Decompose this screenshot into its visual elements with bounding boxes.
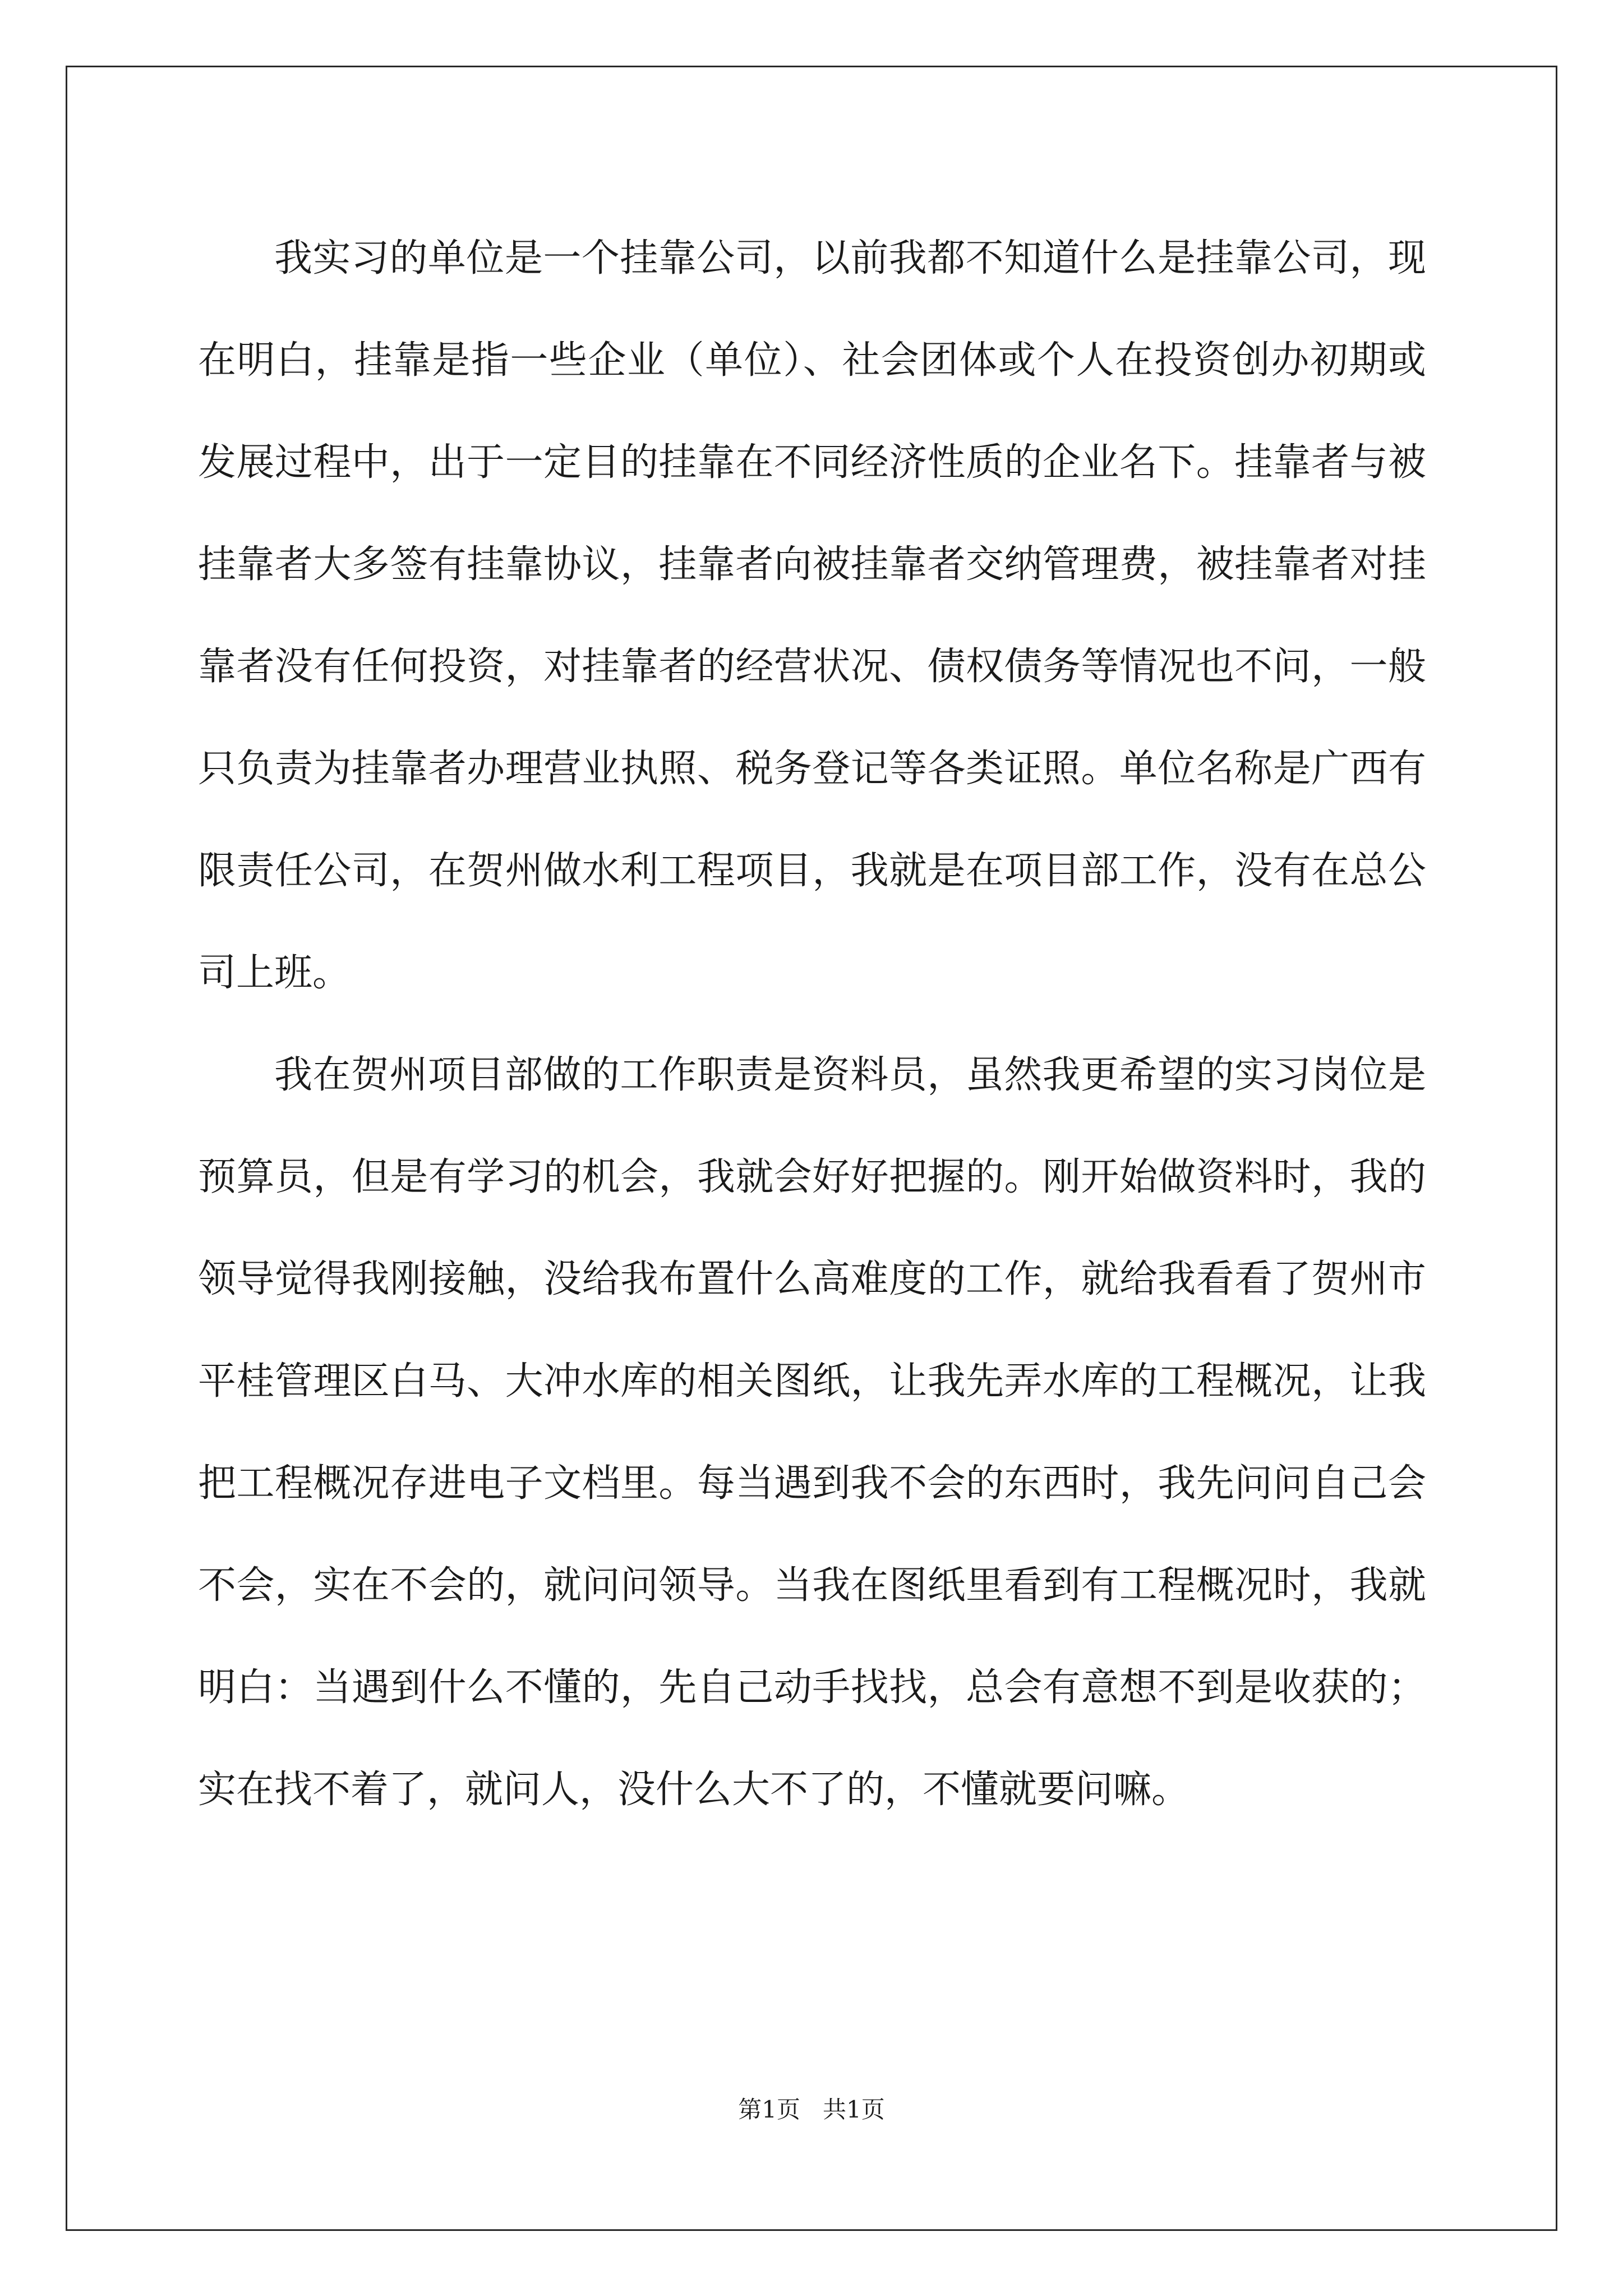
paragraph-2: 我在贺州项目部做的工作职责是资料员，虽然我更希望的实习岗位是预算员，但是有学习的机会，我就会好好把握的。刚开始做资料时，我的领导觉得我刚接触，没给我布置什么高难度的工作，就给我看看了贺州市平桂管理区白马、大冲水库的相关图纸，让我先弄水库的工程概况，让我把工程概况存进电子文档里。每当遇到我不会的东西时，我先问问自己会不会，实在不会的，就问问领导。当我在图纸里看到有工程概况时，我就明白：当遇到什么不懂的，先自己动手找找，总会有意想不到是收获的；实在找不着了，就问人，没什么大不了的，不懂就要问嘛。 — [198, 1053, 1426, 1812]
paragraph-1: 我实习的单位是一个挂靠公司，以前我都不知道什么是挂靠公司，现在明白，挂靠是指一些企业（单位）、社会团体或个人在投资创办初期或发展过程中，出于一定目的挂靠在不同经济性质的企业名下。挂靠者与被挂靠者大多签有挂靠协议，挂靠者向被挂靠者交纳管理费，被挂靠者对挂靠者没有任何投资，对挂靠者的经营状况、债权债务等情况也不问，一般只负责为挂靠者办理营业执照、税务登记等各类证照。单位名称是广西有限责任公司，在贺州做水利工程项目，我就是在项目部工作，没有在总公司上班。 — [198, 236, 1426, 995]
page-footer: 第1页 共1页 — [738, 2096, 885, 2123]
document-body — [198, 208, 1426, 1841]
